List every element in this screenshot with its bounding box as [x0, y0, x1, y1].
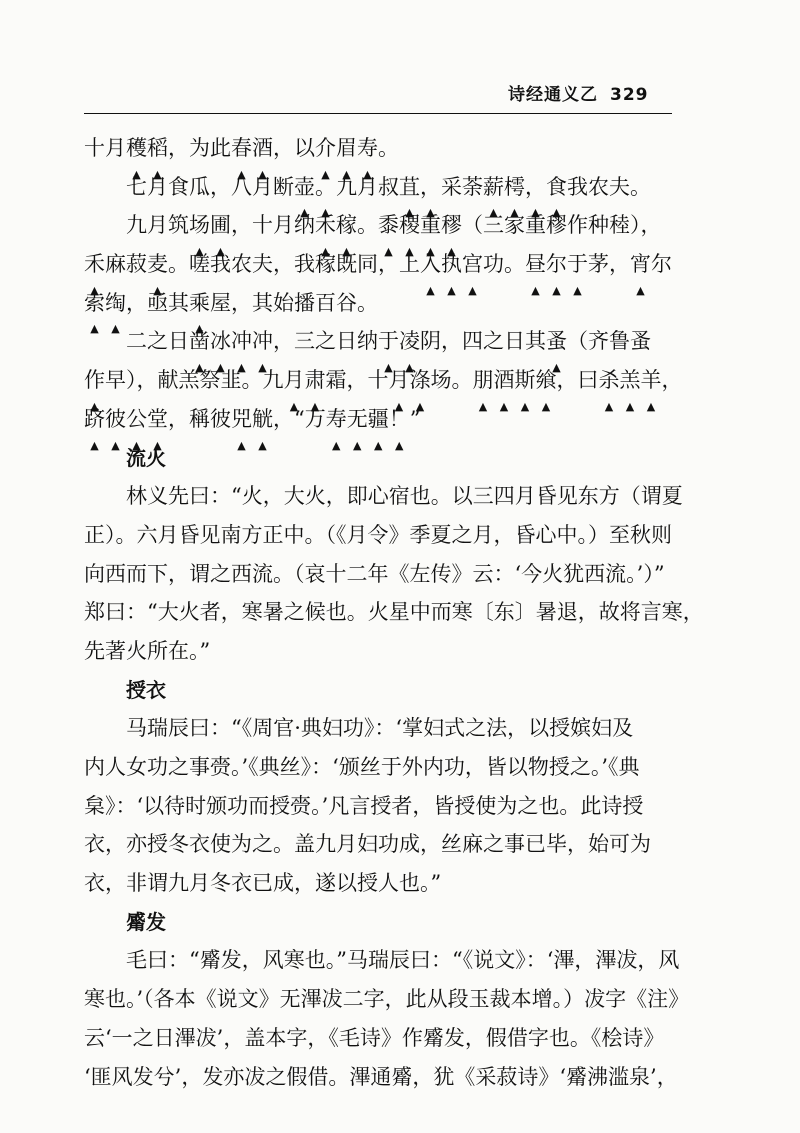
emphasis-dot-char: 冲 ▲	[231, 322, 252, 361]
emphasis-dot-char: 尔 ▲	[546, 245, 567, 284]
emphasis-dot-char: 介 ▲	[315, 129, 336, 168]
emphasis-dot-char: 圃 ▲	[210, 206, 231, 245]
emphasis-dot-char: 月 ▲	[284, 361, 305, 400]
text-line: 郑曰：“大火者，寒暑之候也。火星中而寒〔东〕暑退，故将言寒，	[84, 600, 704, 625]
text-line: 马瑞辰曰：“《周官·典妇功》：‘掌妇式之法，以授嫔妇及	[126, 716, 634, 741]
emphasis-dot-char: 飨 ▲	[536, 361, 557, 400]
emphasis-dot-char: 绹 ▲	[105, 284, 126, 323]
running-header	[508, 80, 649, 105]
page-body	[84, 129, 704, 1096]
emphasis-dot-char: 兕 ▲	[231, 400, 252, 439]
emphasis-dot-char: 酒 ▲	[494, 361, 515, 400]
text-line: 衣，非谓九月冬衣已成，遂以授人也。”	[84, 871, 442, 896]
emphasis-dot-char: 乘 ▲	[189, 284, 210, 323]
emphasis-dot-char: 稼 ▲	[336, 206, 357, 245]
emphasis-dot-char: ！ ▲	[389, 400, 410, 439]
text-line: 衣，亦授冬衣使为之。盖九月妇功成，丝麻之事已毕，始可为	[84, 832, 651, 857]
emphasis-dot-char: 酒 ▲	[252, 129, 273, 168]
emphasis-dot-char: ， ▲	[525, 168, 546, 207]
text-line: 九月筑场 ▲圃 ▲，十月纳禾 ▲稼 ▲。黍 ▲稷 ▲重 ▲穋 ▲（三家重穋作种稑），	[84, 206, 674, 245]
emphasis-dot-char: 宵 ▲	[630, 245, 651, 284]
text-line: 向西而下，谓之西流。（哀十二年《左传》云：‘今火犹西流。’）”	[84, 561, 665, 586]
page-number: 329	[610, 85, 649, 105]
text-line: 禾 ▲麻菽麦 ▲。嗟我农夫，我稼既同，上入 ▲执 ▲宫 ▲功。昼 ▲尔 ▲于 ▲茅，宵 ▲尔	[84, 245, 674, 284]
emphasis-dot-char: 重 ▲	[420, 206, 441, 245]
emphasis-dot-char: ， ▲	[420, 168, 441, 207]
emphasis-dot-char: 苴 ▲	[399, 168, 420, 207]
emphasis-dot-char: 凿 ▲	[189, 322, 210, 361]
text-line: 先著火所在。”	[84, 638, 211, 663]
text-line: 二之日凿 ▲冰 ▲冲 ▲冲 ▲，三之日纳于 ▲凌 ▲阴，四之日其蚤 ▲（齐鲁蚤	[84, 322, 674, 361]
text-line: 林义先曰：“火，大火，即心宿也。以三四月昏见东方（谓夏	[126, 484, 683, 509]
section-heading: 流火	[126, 445, 166, 470]
emphasis-dot-char: 稻 ▲	[147, 129, 168, 168]
emphasis-dot-char: 蚤 ▲	[546, 322, 567, 361]
text-line: ‘匪风发兮’，发亦冹之假借。滭通觱，犹《采菽诗》‘觱沸滥泉’，	[84, 1064, 678, 1089]
emphasis-dot-char: 眉 ▲	[336, 129, 357, 168]
book-title: 诗经通义乙	[508, 85, 598, 105]
emphasis-dot-char: 杀 ▲	[599, 361, 620, 400]
emphasis-dot-char: 作 ▲	[84, 361, 105, 400]
emphasis-dot-char: 无 ▲	[347, 400, 368, 439]
emphasis-dot-char: 昼 ▲	[525, 245, 546, 284]
emphasis-dot-char: 春 ▲	[231, 129, 252, 168]
emphasis-dot-char: 凌 ▲	[399, 322, 420, 361]
header-rule	[84, 113, 672, 114]
emphasis-dot-char: 寿 ▲	[357, 129, 378, 168]
emphasis-dot-char: 涤 ▲	[410, 361, 431, 400]
emphasis-dot-char: 稷 ▲	[399, 206, 420, 245]
emphasis-dot-char: 入 ▲	[420, 245, 441, 284]
section-heading: 觱发	[126, 909, 166, 934]
emphasis-dot-char: 。 ▲	[315, 168, 336, 207]
emphasis-dot-char: 壶 ▲	[294, 168, 315, 207]
section-heading: 授衣	[126, 677, 166, 702]
emphasis-dot-char: 食 ▲	[546, 168, 567, 207]
text-line: 七月食瓜，八月断壶 ▲。 ▲九月叔苴 ▲， ▲采荼薪 ▲樗 ▲， ▲食 ▲我农夫。	[84, 168, 674, 207]
text-line: 毛曰：“觱发，风寒也。”马瑞辰曰：“《说文》：‘滭，滭冹，风	[126, 948, 680, 973]
emphasis-dot-char: 索 ▲	[84, 284, 105, 323]
emphasis-dot-char: 于 ▲	[567, 245, 588, 284]
emphasis-dot-char: 堂 ▲	[147, 400, 168, 439]
emphasis-dot-char: 彼 ▲	[105, 400, 126, 439]
text-line: 内人女功之事赍。’《典丝》：‘颁丝于外内功，皆以物授之。’《典	[84, 755, 640, 779]
emphasis-dot-char: 寿 ▲	[326, 400, 347, 439]
emphasis-dot-char: 宫 ▲	[462, 245, 483, 284]
emphasis-dot-char: 朋 ▲	[473, 361, 494, 400]
text-line: 十月穫 ▲稻 ▲，为此春 ▲酒 ▲，以介 ▲眉 ▲寿 ▲。	[84, 129, 674, 168]
emphasis-dot-char: 觥 ▲	[252, 400, 273, 439]
emphasis-dot-char: 跻 ▲	[84, 400, 105, 439]
text-line: 寒也。’（各本《说文》无滭冹二字，此从段玉裁本增。）冹字《注》	[84, 987, 690, 1012]
text-line: 跻 ▲彼 ▲公 ▲堂 ▲，稱彼兕 ▲觥 ▲，“万寿 ▲无 ▲疆 ▲！ ▲”	[84, 400, 674, 439]
emphasis-dot-char: 执 ▲	[441, 245, 462, 284]
text-line: 云‘一之日滭冹’，盖本字，《毛诗》作觱发，假借字也。《桧诗》	[84, 1025, 665, 1050]
emphasis-dot-char: 穫 ▲	[126, 129, 147, 168]
emphasis-dot-char: 公 ▲	[126, 400, 147, 439]
emphasis-dot-char: 羔 ▲	[620, 361, 641, 400]
emphasis-dot-char: 禾 ▲	[84, 245, 105, 284]
emphasis-dot-char: 黍 ▲	[378, 206, 399, 245]
emphasis-dot-char: 薪 ▲	[483, 168, 504, 207]
text-line: 正）。六月昏见南方正中。（《月令》季夏之月，昏心中。）至秋则	[84, 522, 672, 547]
emphasis-dot-char: 疆 ▲	[368, 400, 389, 439]
emphasis-dot-char: 冲 ▲	[252, 322, 273, 361]
text-line: 作 ▲早），献羔祭韭。九月 ▲肃 ▲霜，十月 ▲涤 ▲场。朋 ▲酒 ▲斯 ▲飨 ▲，曰杀 ▲羔 ▲羊 ▲，	[84, 361, 674, 400]
emphasis-dot-char: 麦 ▲	[147, 245, 168, 284]
emphasis-dot-char: 冰 ▲	[210, 322, 231, 361]
text-line: 枲》：‘以待时颁功而授赍。’凡言授者，皆授使为之也。此诗授	[84, 793, 644, 818]
emphasis-dot-char: 于 ▲	[378, 322, 399, 361]
emphasis-dot-char: 樗 ▲	[504, 168, 525, 207]
emphasis-dot-char: 穋 ▲	[441, 206, 462, 245]
emphasis-dot-char: 禾 ▲	[315, 206, 336, 245]
emphasis-dot-char: 斯 ▲	[515, 361, 536, 400]
emphasis-dot-char: 月 ▲	[389, 361, 410, 400]
text-line: 索 ▲绹 ▲，亟其乘 ▲屋，其始播百谷。	[84, 284, 674, 323]
emphasis-dot-char: 场 ▲	[189, 206, 210, 245]
emphasis-dot-char: 羊 ▲	[641, 361, 662, 400]
emphasis-dot-char: 肃 ▲	[305, 361, 326, 400]
